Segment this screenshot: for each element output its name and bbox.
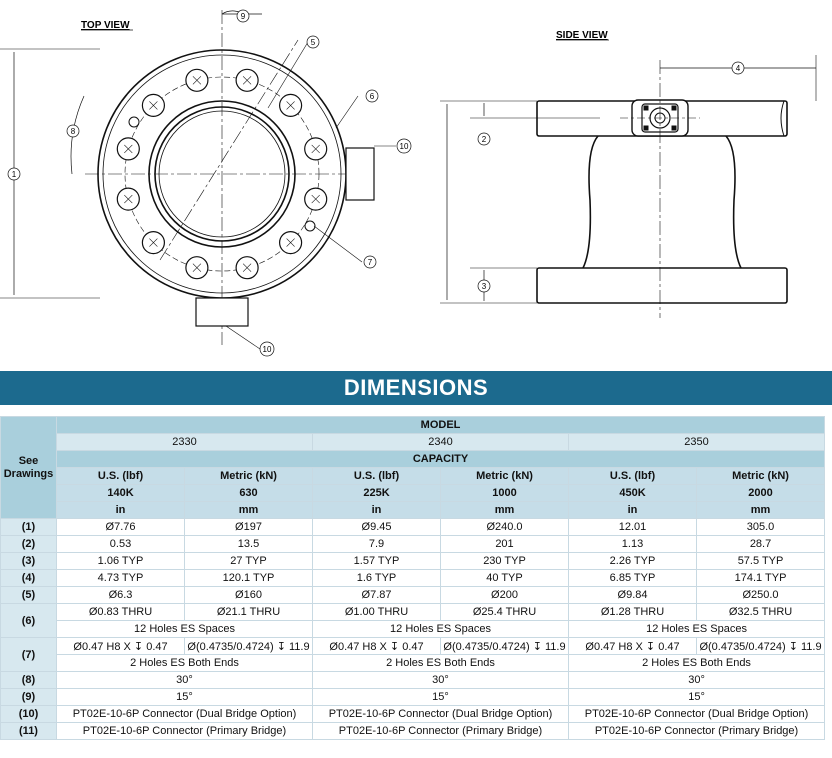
table-cell-span: 30° [569,672,825,689]
table-cell: Ø9.45 [313,519,441,536]
callout-8: 8 [70,127,76,136]
callout-7: 7 [367,258,373,267]
row-label: (4) [1,570,57,587]
table-cell: 305.0 [697,519,825,536]
table-cell-span: 15° [57,689,313,706]
dimensions-table-wrap [0,416,832,740]
dimensions-table [0,416,825,740]
table-cell: 6.85 TYP [569,570,697,587]
table-cell-span: PT02E-10-6P Connector (Primary Bridge) [57,723,313,740]
table-cell-span: 30° [313,672,569,689]
table-cell: 13.5 [185,536,313,553]
table-cell: 57.5 TYP [697,553,825,570]
unit-label: in [569,502,697,519]
table-cell-span: PT02E-10-6P Connector (Dual Bridge Option) [313,706,569,723]
table-row [1,604,825,621]
side-view-callouts [478,62,744,292]
unit-header: Metric (kN) [441,468,569,485]
table-cell-span: 2 Holes ES Both Ends [569,655,825,672]
table-cell: Ø7.87 [313,587,441,604]
capacity-header: CAPACITY [57,451,825,468]
table-cell: Ø25.4 THRU [441,604,569,621]
side-view-drawing [440,55,816,318]
table-row [1,672,825,689]
row-label: (7) [1,638,57,672]
table-cell: 0.53 [57,536,185,553]
table-cell: Ø6.3 [57,587,185,604]
table-cell: 40 TYP [441,570,569,587]
capacity-value: 225K [313,485,441,502]
table-cell: Ø160 [185,587,313,604]
table-cell-span: 2 Holes ES Both Ends [57,655,313,672]
table-cell: Ø200 [441,587,569,604]
table-cell-span: 12 Holes ES Spaces [313,621,569,638]
capacity-value: 2000 [697,485,825,502]
table-row [1,655,825,672]
capacity-value: 140K [57,485,185,502]
table-cell-span: 30° [57,672,313,689]
unit-label: mm [185,502,313,519]
table-cell: Ø(0.4735/0.4724) ↧ 11.9 [441,638,569,655]
unit-label: mm [441,502,569,519]
table-row [1,723,825,740]
unit-label: mm [697,502,825,519]
technical-drawings [0,0,832,370]
table-row [1,553,825,570]
table-row [1,519,825,536]
row-label: (9) [1,689,57,706]
table-cell-span: PT02E-10-6P Connector (Dual Bridge Option) [569,706,825,723]
row-label: (2) [1,536,57,553]
table-cell: 4.73 TYP [57,570,185,587]
table-cell: Ø(0.4735/0.4724) ↧ 11.9 [697,638,825,655]
table-cell: Ø32.5 THRU [697,604,825,621]
capacity-value: 450K [569,485,697,502]
table-cell: Ø9.84 [569,587,697,604]
table-cell-span: PT02E-10-6P Connector (Primary Bridge) [313,723,569,740]
table-row [1,638,825,655]
callout-1: 1 [11,170,17,179]
table-cell: 230 TYP [441,553,569,570]
table-row [1,536,825,553]
table-cell: 201 [441,536,569,553]
table-cell: 12.01 [569,519,697,536]
table-cell: 27 TYP [185,553,313,570]
dimensions-banner: DIMENSIONS [0,371,832,405]
table-cell: 1.6 TYP [313,570,441,587]
table-row [1,570,825,587]
unit-label: in [313,502,441,519]
table-row [1,689,825,706]
row-label: (8) [1,672,57,689]
table-cell: Ø1.00 THRU [313,604,441,621]
table-cell: Ø0.47 H8 X ↧ 0.47 [57,638,185,655]
table-row [1,587,825,604]
table-cell-span: 12 Holes ES Spaces [569,621,825,638]
callout-2: 2 [481,135,487,144]
table-cell: 1.13 [569,536,697,553]
callout-3: 3 [481,282,487,291]
table-row [1,706,825,723]
row-label: (3) [1,553,57,570]
callout-4: 4 [735,64,741,73]
callout-6: 6 [369,92,375,101]
table-cell: Ø240.0 [441,519,569,536]
callout-9: 9 [240,12,246,21]
capacity-value: 630 [185,485,313,502]
table-cell: Ø1.28 THRU [569,604,697,621]
table-cell-span: 12 Holes ES Spaces [57,621,313,638]
table-cell: Ø0.47 H8 X ↧ 0.47 [313,638,441,655]
table-cell: 1.57 TYP [313,553,441,570]
table-cell: Ø21.1 THRU [185,604,313,621]
row-label: (11) [1,723,57,740]
table-cell: 174.1 TYP [697,570,825,587]
unit-header: Metric (kN) [185,468,313,485]
table-cell: Ø(0.4735/0.4724) ↧ 11.9 [185,638,313,655]
row-label: (6) [1,604,57,638]
table-cell-span: PT02E-10-6P Connector (Primary Bridge) [569,723,825,740]
table-cell-span: 15° [569,689,825,706]
table-cell: Ø0.83 THRU [57,604,185,621]
table-cell: 1.06 TYP [57,553,185,570]
table-cell: 120.1 TYP [185,570,313,587]
unit-header: Metric (kN) [697,468,825,485]
table-row [1,621,825,638]
model-name: 2340 [313,434,569,451]
callout-5: 5 [310,38,316,47]
table-cell: Ø197 [185,519,313,536]
capacity-value: 1000 [441,485,569,502]
table-cell-span: 15° [313,689,569,706]
callout-10-bottom: 10 [262,345,272,354]
table-cell: Ø250.0 [697,587,825,604]
top-view-title: TOP VIEW [81,20,130,31]
unit-header: U.S. (lbf) [313,468,441,485]
table-cell: 28.7 [697,536,825,553]
model-name: 2330 [57,434,313,451]
table-cell: 7.9 [313,536,441,553]
top-view-drawing [0,10,396,349]
row-label: (5) [1,587,57,604]
table-cell: Ø0.47 H8 X ↧ 0.47 [569,638,697,655]
see-drawings-header: See Drawings [1,417,57,519]
row-label: (1) [1,519,57,536]
side-view-title: SIDE VIEW [556,30,608,41]
table-cell: Ø7.76 [57,519,185,536]
unit-header: U.S. (lbf) [57,468,185,485]
table-cell-span: 2 Holes ES Both Ends [313,655,569,672]
table-cell: 2.26 TYP [569,553,697,570]
table-cell-span: PT02E-10-6P Connector (Dual Bridge Option) [57,706,313,723]
row-label: (10) [1,706,57,723]
unit-header: U.S. (lbf) [569,468,697,485]
unit-label: in [57,502,185,519]
callout-10-right: 10 [399,142,409,151]
model-name: 2350 [569,434,825,451]
model-header: MODEL [57,417,825,434]
